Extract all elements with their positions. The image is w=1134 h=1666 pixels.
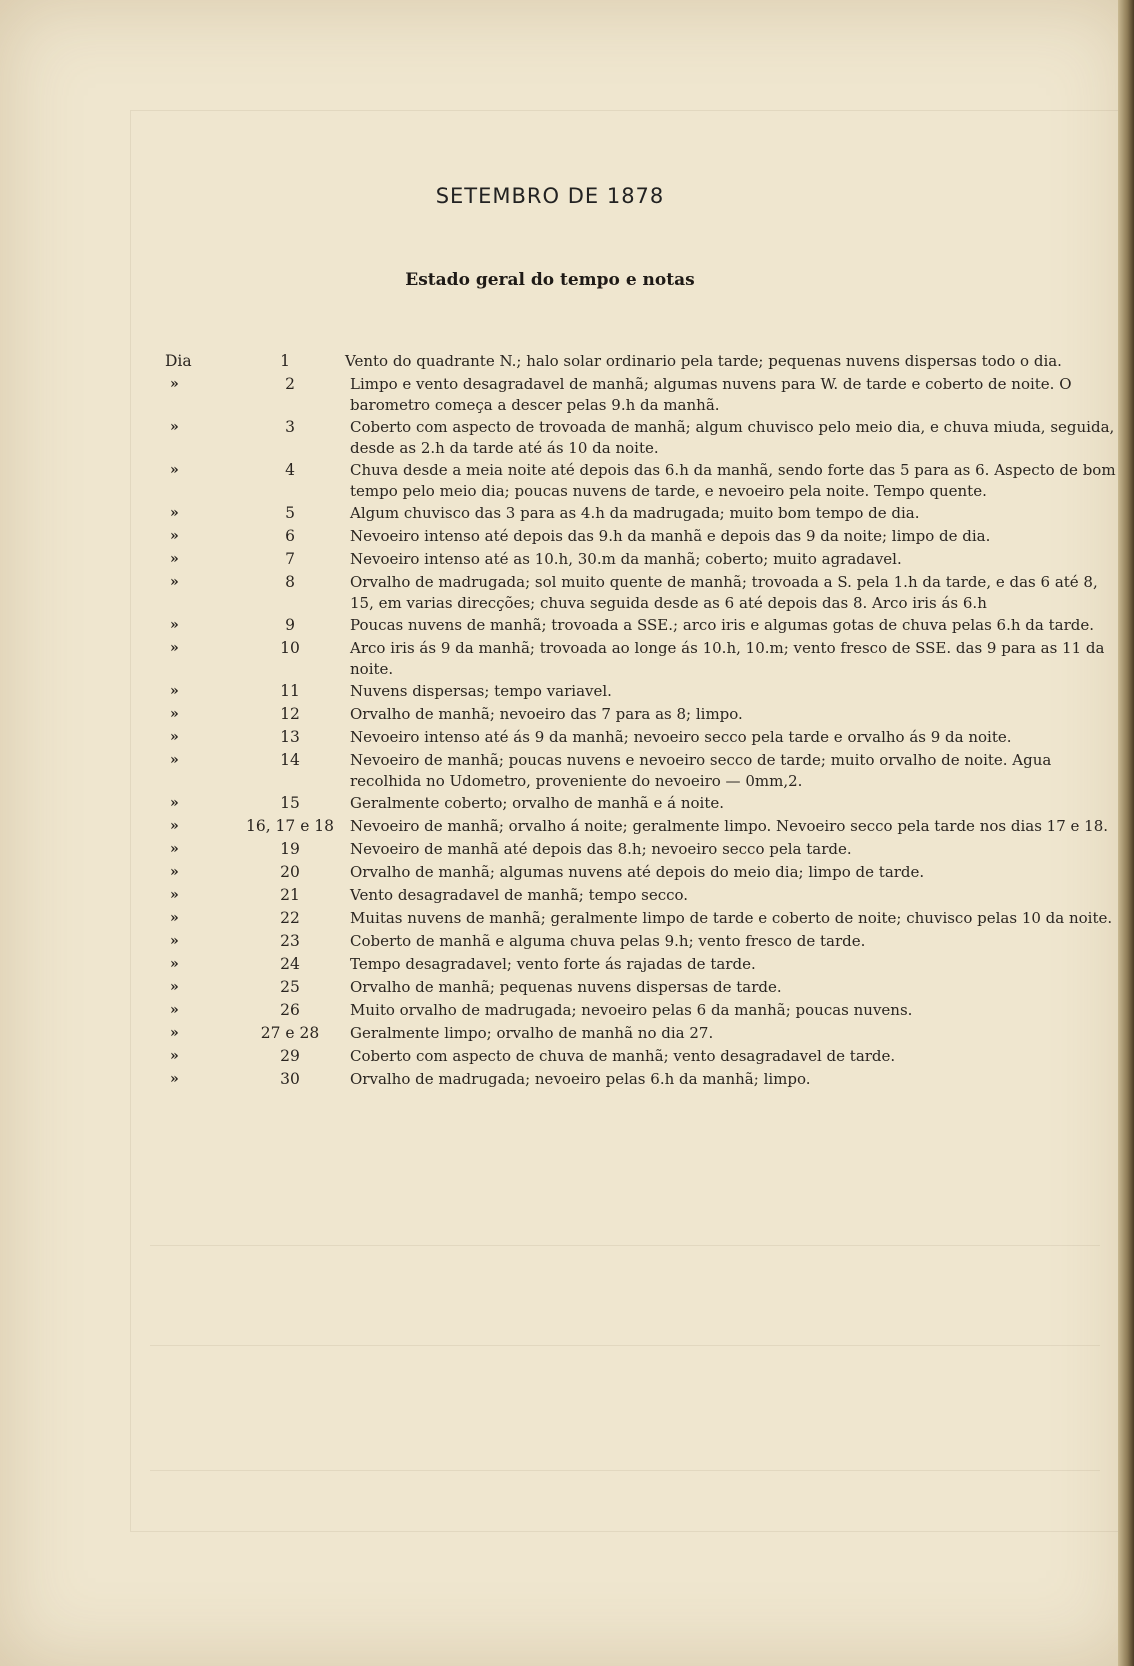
note-row [160,838,1115,861]
note-row [160,525,1115,548]
day-number: 4 [285,461,295,479]
bleed-through-rule [150,1345,1100,1346]
day-number: 6 [285,527,295,545]
day-number: 9 [285,616,295,634]
weather-note-text: Orvalho de manhã; algumas nuvens até depois do meio dia; limpo de tarde. [350,863,925,881]
weather-note-text: Nevoeiro de manhã até depois das 8.h; nevoeiro secco pela tarde. [350,840,852,858]
note-row [160,548,1115,571]
ditto-mark: » [170,752,179,768]
weather-note-text: Nevoeiro intenso até depois das 9.h da manhã e depois das 9 da noite; limpo de dia. [350,527,991,545]
note-row [160,930,1115,953]
bleed-through-rule [150,1245,1100,1246]
weather-note-text: Vento do quadrante N.; halo solar ordinario pela tarde; pequenas nuvens dispersas todo o dia. [345,352,1062,370]
bleed-through-rule [150,1470,1100,1471]
ditto-mark: » [170,864,179,880]
ditto-mark: » [170,617,179,633]
day-number: 25 [280,978,300,996]
note-row [160,350,1115,373]
day-number: 27 e 28 [260,1024,320,1042]
weather-notes-list [160,350,1115,1091]
ditto-mark: » [170,818,179,834]
weather-note-text: Geralmente coberto; orvalho de manhã e á noite. [350,794,725,812]
ditto-mark: » [170,462,179,478]
weather-note-text: Nuvens dispersas; tempo variavel. [350,682,612,700]
note-row [160,373,1115,416]
weather-note-text: Nevoeiro intenso até ás 9 da manhã; nevoeiro secco pela tarde e orvalho ás 9 da noite. [350,728,1012,746]
ditto-mark: » [170,528,179,544]
ditto-mark: » [170,979,179,995]
weather-note-text: Nevoeiro intenso até as 10.h, 30.m da manhã; coberto; muito agradavel. [350,550,902,568]
day-number: 26 [280,1001,300,1019]
note-row [160,749,1115,792]
ditto-mark: » [170,795,179,811]
weather-note-text: Vento desagradavel de manhã; tempo secco. [350,886,689,904]
day-number: 13 [280,728,300,746]
weather-note-text: Chuva desde a meia noite até depois das 6.h da manhã, sendo forte das 5 para as 6. Aspecto de bom tempo pelo meio dia; poucas nuvens de tarde, e nevoeiro pela noite. Tempo quente. [350,461,1116,500]
note-row [160,571,1115,614]
weather-note-text: Nevoeiro de manhã; poucas nuvens e nevoeiro secco de tarde; muito orvalho de noite. Agua recolhida no Udometro, proveniente do nevoeiro — 0mm,2. [350,751,1052,790]
ditto-mark: » [170,1002,179,1018]
day-number: 1 [280,352,290,370]
weather-note-text: Nevoeiro de manhã; orvalho á noite; geralmente limpo. Nevoeiro secco pela tarde nos dias 17 e 18. [350,817,1109,835]
day-number: 16, 17 e 18 [245,817,335,835]
section-heading: Estado geral do tempo e notas [405,270,695,290]
note-row [160,459,1115,502]
page-title: SETEMBRO DE 1878 [435,184,665,208]
weather-note-text: Poucas nuvens de manhã; trovoada a SSE.; arco iris e algumas gotas de chuva pelas 6.h da tarde. [350,616,1094,634]
ditto-mark: » [170,551,179,567]
ditto-mark: » [170,729,179,745]
weather-note-text: Coberto de manhã e alguma chuva pelas 9.h; vento fresco de tarde. [350,932,866,950]
weather-note-text: Coberto com aspecto de trovoada de manhã; algum chuvisco pelo meio dia, e chuva miuda, seguida, desde as 2.h da tarde até ás 10 da noite. [350,418,1115,457]
day-number: 7 [285,550,295,568]
note-row [160,726,1115,749]
note-row [160,416,1115,459]
ditto-mark: » [170,706,179,722]
ditto-mark: » [170,1048,179,1064]
note-row [160,999,1115,1022]
note-row [160,907,1115,930]
note-row [160,1068,1115,1091]
day-number: 20 [280,863,300,881]
weather-note-text: Orvalho de madrugada; sol muito quente de manhã; trovoada a S. pela 1.h da tarde, e das 6 até 8, 15, em varias direcções; chuva seguida desde as 6 até depois das 8. Arco iris ás 6.h [350,573,1098,612]
day-number: 29 [280,1047,300,1065]
ditto-mark: » [170,956,179,972]
ditto-mark: » [170,683,179,699]
note-row [160,792,1115,815]
day-number: 19 [280,840,300,858]
weather-note-text: Arco iris ás 9 da manhã; trovoada ao longe ás 10.h, 10.m; vento fresco de SSE. das 9 para as 11 da noite. [350,639,1105,678]
weather-note-text: Muitas nuvens de manhã; geralmente limpo de tarde e coberto de noite; chuvisco pelas 10 da noite. [350,909,1113,927]
ditto-mark: » [170,640,179,656]
weather-note-text: Limpo e vento desagradavel de manhã; algumas nuvens para W. de tarde e coberto de noite. O barometro começa a descer pelas 9.h da manhã. [350,375,1072,414]
weather-note-text: Geralmente limpo; orvalho de manhã no dia 27. [350,1024,714,1042]
day-number: 2 [285,375,295,393]
ditto-mark: » [170,376,179,392]
note-row [160,1022,1115,1045]
day-number: 8 [285,573,295,591]
day-number: 3 [285,418,295,436]
day-column-label: Dia [165,352,192,370]
weather-note-text: Algum chuvisco das 3 para as 4.h da madrugada; muito bom tempo de dia. [350,504,920,522]
ditto-mark: » [170,419,179,435]
day-number: 24 [280,955,300,973]
day-number: 23 [280,932,300,950]
day-number: 12 [280,705,300,723]
note-row [160,703,1115,726]
ditto-mark: » [170,505,179,521]
note-row [160,884,1115,907]
day-number: 5 [285,504,295,522]
note-row [160,953,1115,976]
day-number: 30 [280,1070,300,1088]
day-number: 15 [280,794,300,812]
note-row [160,680,1115,703]
day-number: 22 [280,909,300,927]
note-row [160,861,1115,884]
weather-note-text: Muito orvalho de madrugada; nevoeiro pelas 6 da manhã; poucas nuvens. [350,1001,913,1019]
day-number: 10 [280,639,300,657]
ditto-mark: » [170,933,179,949]
weather-note-text: Coberto com aspecto de chuva de manhã; vento desagradavel de tarde. [350,1047,896,1065]
note-row [160,976,1115,999]
day-number: 21 [280,886,300,904]
note-row [160,637,1115,680]
day-number: 14 [280,751,300,769]
ditto-mark: » [170,910,179,926]
note-row [160,815,1115,838]
note-row [160,1045,1115,1068]
book-spine-edge [1118,0,1134,1666]
ditto-mark: » [170,887,179,903]
weather-note-text: Orvalho de madrugada; nevoeiro pelas 6.h da manhã; limpo. [350,1070,811,1088]
ditto-mark: » [170,1071,179,1087]
weather-note-text: Orvalho de manhã; pequenas nuvens dispersas de tarde. [350,978,782,996]
ditto-mark: » [170,1025,179,1041]
ditto-mark: » [170,841,179,857]
note-row [160,502,1115,525]
weather-note-text: Orvalho de manhã; nevoeiro das 7 para as 8; limpo. [350,705,743,723]
ditto-mark: » [170,574,179,590]
note-row [160,614,1115,637]
weather-note-text: Tempo desagradavel; vento forte ás rajadas de tarde. [350,955,756,973]
day-number: 11 [280,682,300,700]
